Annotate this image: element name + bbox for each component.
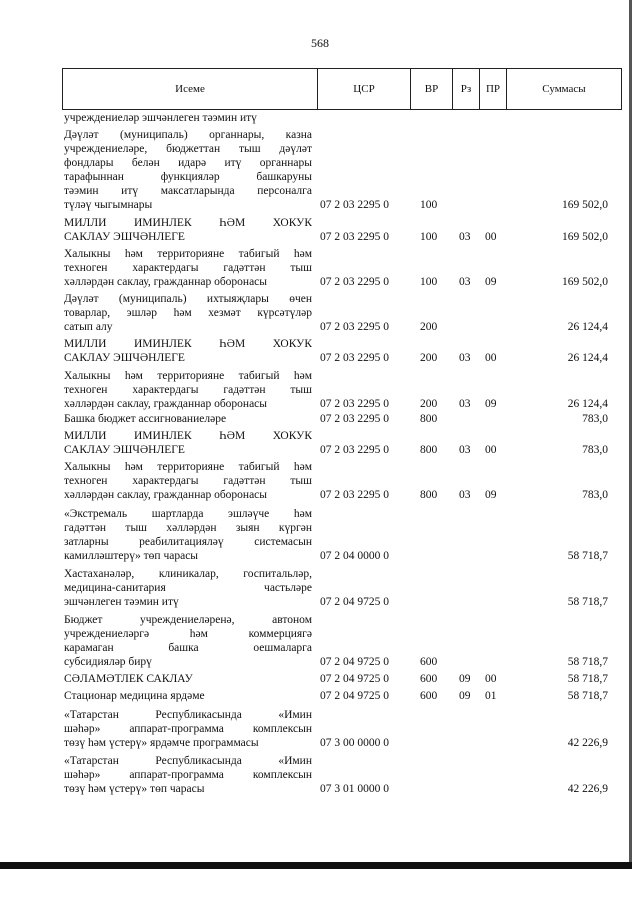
row-name-line: Халыкны һәм территорияне табигый һәм	[64, 461, 312, 473]
table-row	[62, 567, 622, 609]
row-name-line: САКЛАУ ЭШЧӘНЛЕГЕ	[64, 444, 185, 456]
row-pr: 00	[485, 444, 497, 456]
row-pr: 00	[485, 673, 497, 685]
row-name-line: СӘЛАМӘТЛЕК САКЛАУ	[64, 673, 193, 685]
table-row	[62, 247, 622, 289]
row-rz: 09	[459, 690, 471, 702]
row-sum: 58 718,7	[567, 673, 608, 685]
row-csr: 07 2 03 2295 0	[320, 276, 389, 288]
row-rz: 03	[459, 231, 471, 243]
row-csr: 07 2 03 2295 0	[320, 413, 389, 425]
row-sum: 783,0	[582, 489, 608, 501]
row-sum: 42 226,9	[567, 737, 608, 749]
row-rz: 03	[459, 398, 471, 410]
row-pr: 09	[485, 489, 497, 501]
row-sum: 26 124,4	[567, 321, 608, 333]
table-row	[62, 216, 622, 244]
row-csr: 07 2 04 9725 0	[320, 596, 389, 608]
row-name	[62, 216, 312, 244]
row-name	[62, 689, 312, 703]
row-sum: 58 718,7	[567, 656, 608, 668]
row-name-line: субсидияләр бирү	[64, 656, 152, 668]
row-name-line: МИЛЛИ ИМИНЛЕК ҺӘМ ХОКУК	[64, 338, 312, 350]
row-vr: 800	[420, 413, 438, 425]
row-name-line: хәлләрдән саклау, гражданнар оборонасы	[64, 276, 268, 288]
row-name-line: Дәүләт (муниципаль) органнары, казна	[64, 129, 312, 141]
row-name-line: «Экстремаль шартларда эшләүче һәм	[64, 508, 312, 520]
row-csr: 07 3 01 0000 0	[320, 783, 389, 795]
row-sum: 58 718,7	[567, 596, 608, 608]
row-name-line: техноген характердагы гадәттән тыш	[64, 475, 312, 487]
row-vr: 100	[420, 276, 438, 288]
row-vr: 600	[420, 656, 438, 668]
page-number: 568	[311, 36, 329, 50]
row-name-line: САКЛАУ ЭШЧӘНЛЕГЕ	[64, 231, 185, 243]
row-name-line: затларны реабилитацияләү системасын	[64, 536, 312, 548]
row-sum: 783,0	[582, 444, 608, 456]
row-vr: 600	[420, 690, 438, 702]
row-name-line: Стационар медицина ярдәме	[64, 690, 205, 702]
row-name-line: учреждениеләргә һәм коммерциягә	[64, 628, 312, 640]
row-name	[62, 369, 312, 411]
row-name	[62, 460, 312, 502]
row-name	[62, 337, 312, 365]
row-name-line: тәэмин итү максатларында персоналга	[64, 185, 312, 197]
row-name	[62, 292, 312, 334]
row-csr: 07 2 03 2295 0	[320, 321, 389, 333]
row-name-line: фондлары белән идарә итү органнары	[64, 157, 312, 169]
row-name-line: Хастаханәләр, клиникалар, госпитальләр,	[64, 568, 312, 580]
row-name-line: сатып алу	[64, 321, 113, 333]
row-csr: 07 2 03 2295 0	[320, 199, 389, 211]
row-name-line: «Татарстан Республикасында «Имин	[64, 755, 312, 767]
header-rz: Рз	[452, 69, 479, 109]
header-pr: ПР	[479, 69, 506, 109]
row-vr: 100	[420, 199, 438, 211]
row-name	[62, 613, 312, 669]
table-header	[62, 69, 622, 110]
row-name-line: шәһәр» аппарат-программа комплексын	[64, 723, 312, 735]
row-name	[62, 429, 312, 457]
row-sum: 169 502,0	[562, 199, 608, 211]
row-csr: 07 2 04 9725 0	[320, 656, 389, 668]
row-sum: 26 124,4	[567, 352, 608, 364]
row-name-line: МИЛЛИ ИМИНЛЕК ҺӘМ ХОКУК	[64, 217, 312, 229]
scan-edge	[629, 0, 632, 869]
row-vr: 800	[420, 444, 438, 456]
row-name-line: учреждениеләр эшчәнлеген тәэмин итү	[64, 112, 257, 124]
table-row	[62, 613, 622, 669]
row-name-line: хәлләрдән саклау, гражданнар оборонасы	[64, 398, 268, 410]
row-name	[62, 708, 312, 750]
table-row	[62, 672, 622, 686]
table-row	[62, 507, 622, 563]
table-row	[62, 128, 622, 212]
row-vr: 200	[420, 321, 438, 333]
row-name-line: техноген характердагы гадәттән тыш	[64, 384, 312, 396]
row-name-line: төзү һәм үстерү» ярдәмче программасы	[64, 737, 259, 749]
row-pr: 01	[485, 690, 497, 702]
row-name	[62, 412, 312, 426]
row-name-line: Дәүләт (муниципаль) ихтыяҗлары өчен	[64, 293, 312, 305]
header-sum: Суммасы	[506, 69, 622, 109]
row-sum: 42 226,9	[567, 783, 608, 795]
row-rz: 09	[459, 673, 471, 685]
row-sum: 58 718,7	[567, 690, 608, 702]
row-csr: 07 2 03 2295 0	[320, 352, 389, 364]
row-vr: 600	[420, 673, 438, 685]
row-name-line: шәһәр» аппарат-программа комплексын	[64, 769, 312, 781]
table-row	[62, 689, 622, 703]
row-vr: 200	[420, 398, 438, 410]
row-pr: 09	[485, 398, 497, 410]
row-name	[62, 567, 312, 609]
row-name-line: МИЛЛИ ИМИНЛЕК ҺӘМ ХОКУК	[64, 430, 312, 442]
table-row	[62, 412, 622, 426]
row-pr: 00	[485, 352, 497, 364]
row-sum: 783,0	[582, 413, 608, 425]
row-sum: 169 502,0	[562, 276, 608, 288]
row-vr: 800	[420, 489, 438, 501]
row-csr: 07 3 00 0000 0	[320, 737, 389, 749]
table-row	[62, 292, 622, 334]
row-name-line: карамаган башка оешмаларга	[64, 642, 312, 654]
row-name-line: «Татарстан Республикасында «Имин	[64, 709, 312, 721]
scan-footer-bar	[0, 862, 632, 869]
row-rz: 03	[459, 444, 471, 456]
row-sum: 26 124,4	[567, 398, 608, 410]
row-csr: 07 2 04 9725 0	[320, 673, 389, 685]
row-csr: 07 2 04 9725 0	[320, 690, 389, 702]
row-csr: 07 2 03 2295 0	[320, 398, 389, 410]
row-csr: 07 2 04 0000 0	[320, 550, 389, 562]
row-name	[62, 754, 312, 796]
row-name-line: Башка бюджет ассигнованиеләре	[64, 413, 227, 425]
table-row	[62, 111, 622, 125]
row-name-line: гадәттән тыш хәлләрдән зыян күргән	[64, 522, 312, 534]
row-name	[62, 111, 312, 125]
budget-table	[62, 68, 622, 796]
row-name-line: САКЛАУ ЭШЧӘНЛЕГЕ	[64, 352, 185, 364]
header-name: Исеме	[62, 69, 317, 109]
row-sum: 169 502,0	[562, 231, 608, 243]
row-vr: 100	[420, 231, 438, 243]
row-name-line: учреждениеләре, бюджеттан тыш дәүләт	[64, 143, 312, 155]
row-name-line: медицина-санитария частьләре	[64, 582, 312, 594]
row-name-line: техноген характердагы гадәттән тыш	[64, 262, 312, 274]
table-body	[62, 111, 622, 796]
row-rz: 03	[459, 352, 471, 364]
row-name-line: тарафыннан функцияләр башкаруны	[64, 171, 312, 183]
row-name-line: хәлләрдән саклау, гражданнар оборонасы	[64, 489, 268, 501]
table-row	[62, 708, 622, 750]
table-row	[62, 460, 622, 502]
row-rz: 03	[459, 489, 471, 501]
row-name-line: камилләштерү» төп чарасы	[64, 550, 199, 562]
row-name-line: эшчәнлеген тәэмин итү	[64, 596, 179, 608]
row-csr: 07 2 03 2295 0	[320, 489, 389, 501]
header-csr: ЦСР	[317, 69, 410, 109]
row-name-line: товарлар, эшләр һәм хезмәт күрсәтүләр	[64, 307, 312, 319]
row-name	[62, 128, 312, 212]
table-row	[62, 754, 622, 796]
row-name	[62, 672, 312, 686]
table-row	[62, 429, 622, 457]
row-name	[62, 247, 312, 289]
row-vr: 200	[420, 352, 438, 364]
row-name-line: Халыкны һәм территорияне табигый һәм	[64, 248, 312, 260]
header-vr: ВР	[410, 69, 452, 109]
row-pr: 09	[485, 276, 497, 288]
row-name-line: Бюджет учреждениеләренә, автоном	[64, 614, 312, 626]
row-name-line: түләү чыгымнары	[64, 199, 153, 211]
row-csr: 07 2 03 2295 0	[320, 444, 389, 456]
row-name-line: төзү һәм үстерү» төп чарасы	[64, 783, 205, 795]
table-row	[62, 369, 622, 411]
row-name-line: Халыкны һәм территорияне табигый һәм	[64, 370, 312, 382]
table-row	[62, 337, 622, 365]
row-rz: 03	[459, 276, 471, 288]
row-csr: 07 2 03 2295 0	[320, 231, 389, 243]
row-pr: 00	[485, 231, 497, 243]
row-name	[62, 507, 312, 563]
row-sum: 58 718,7	[567, 550, 608, 562]
